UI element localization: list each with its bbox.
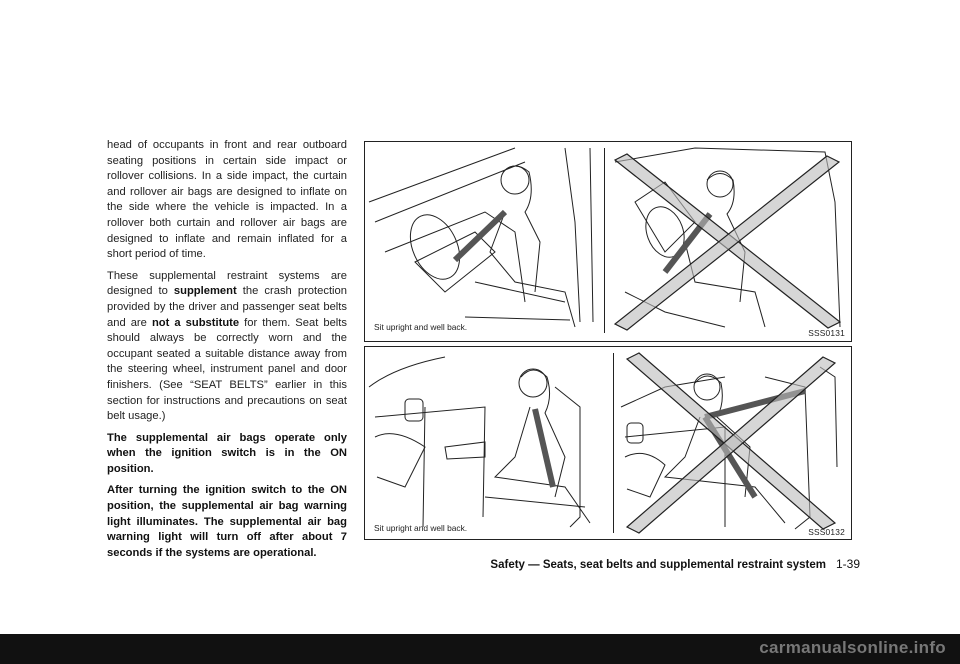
front-seat-illustration <box>365 142 851 341</box>
footer-section-title: Safety — Seats, seat belts and supplemental restraint system <box>490 559 826 571</box>
emphasis-not-substitute: not a substitute <box>151 316 240 329</box>
page-number: 1-39 <box>835 557 860 571</box>
figure-divider <box>604 148 605 333</box>
paragraph-ignition-on <box>107 431 347 478</box>
paragraph-part: for them. Seat belts should always be correctly worn and the occupant seated a suitable distance away from the steering wheel, instrument panel and door finishers. (See “SEAT BELTS” earlier in this section for instructions and precautions on seat belt usage.) <box>107 316 347 423</box>
bold-statement: The supplemental air bags operate only when the ignition switch is in the ON position. <box>107 431 347 475</box>
figure-code: SSS0132 <box>808 527 845 537</box>
watermark-text: carmanualsonline.info <box>759 638 946 657</box>
figure-divider <box>613 353 614 533</box>
emphasis-supplement: supplement <box>173 285 237 298</box>
figure-caption: Sit upright and well back. <box>374 322 468 332</box>
paragraph-part: These supplemental restraint systems are designed to <box>107 269 347 298</box>
bold-statement: After turning the ignition switch to the ON position, the supplemental air bag warning light illuminates. The supplemental air bag warning light will turn off after about 7 seconds if the systems are operational. <box>107 484 347 559</box>
paragraph-supplemental <box>107 269 347 425</box>
figure-caption: Sit upright and well back. <box>374 523 468 533</box>
paragraph-curtain-airbags: head of occupants in front and rear outboard seating positions in certain side impact or rollover collisions. In a side impact, the curtain and rollover air bags are designed to inflate on the side where the vehicle is impacted. In a rollover both curtain and rollover air bags are designed to inflate and remain inflated for a short period of time. <box>107 139 347 261</box>
paragraph-warning-light <box>107 483 347 561</box>
watermark-bar <box>0 634 960 664</box>
figure-code: SSS0131 <box>808 328 845 338</box>
paragraph-part: the crash protection provided by the driver and passenger seat belts and are <box>107 285 347 329</box>
side-view-illustration <box>365 347 851 539</box>
figure-side-view-posture <box>364 346 852 540</box>
body-text-column <box>107 138 347 567</box>
figure-front-seat-posture <box>364 141 852 342</box>
page-footer <box>460 557 860 571</box>
